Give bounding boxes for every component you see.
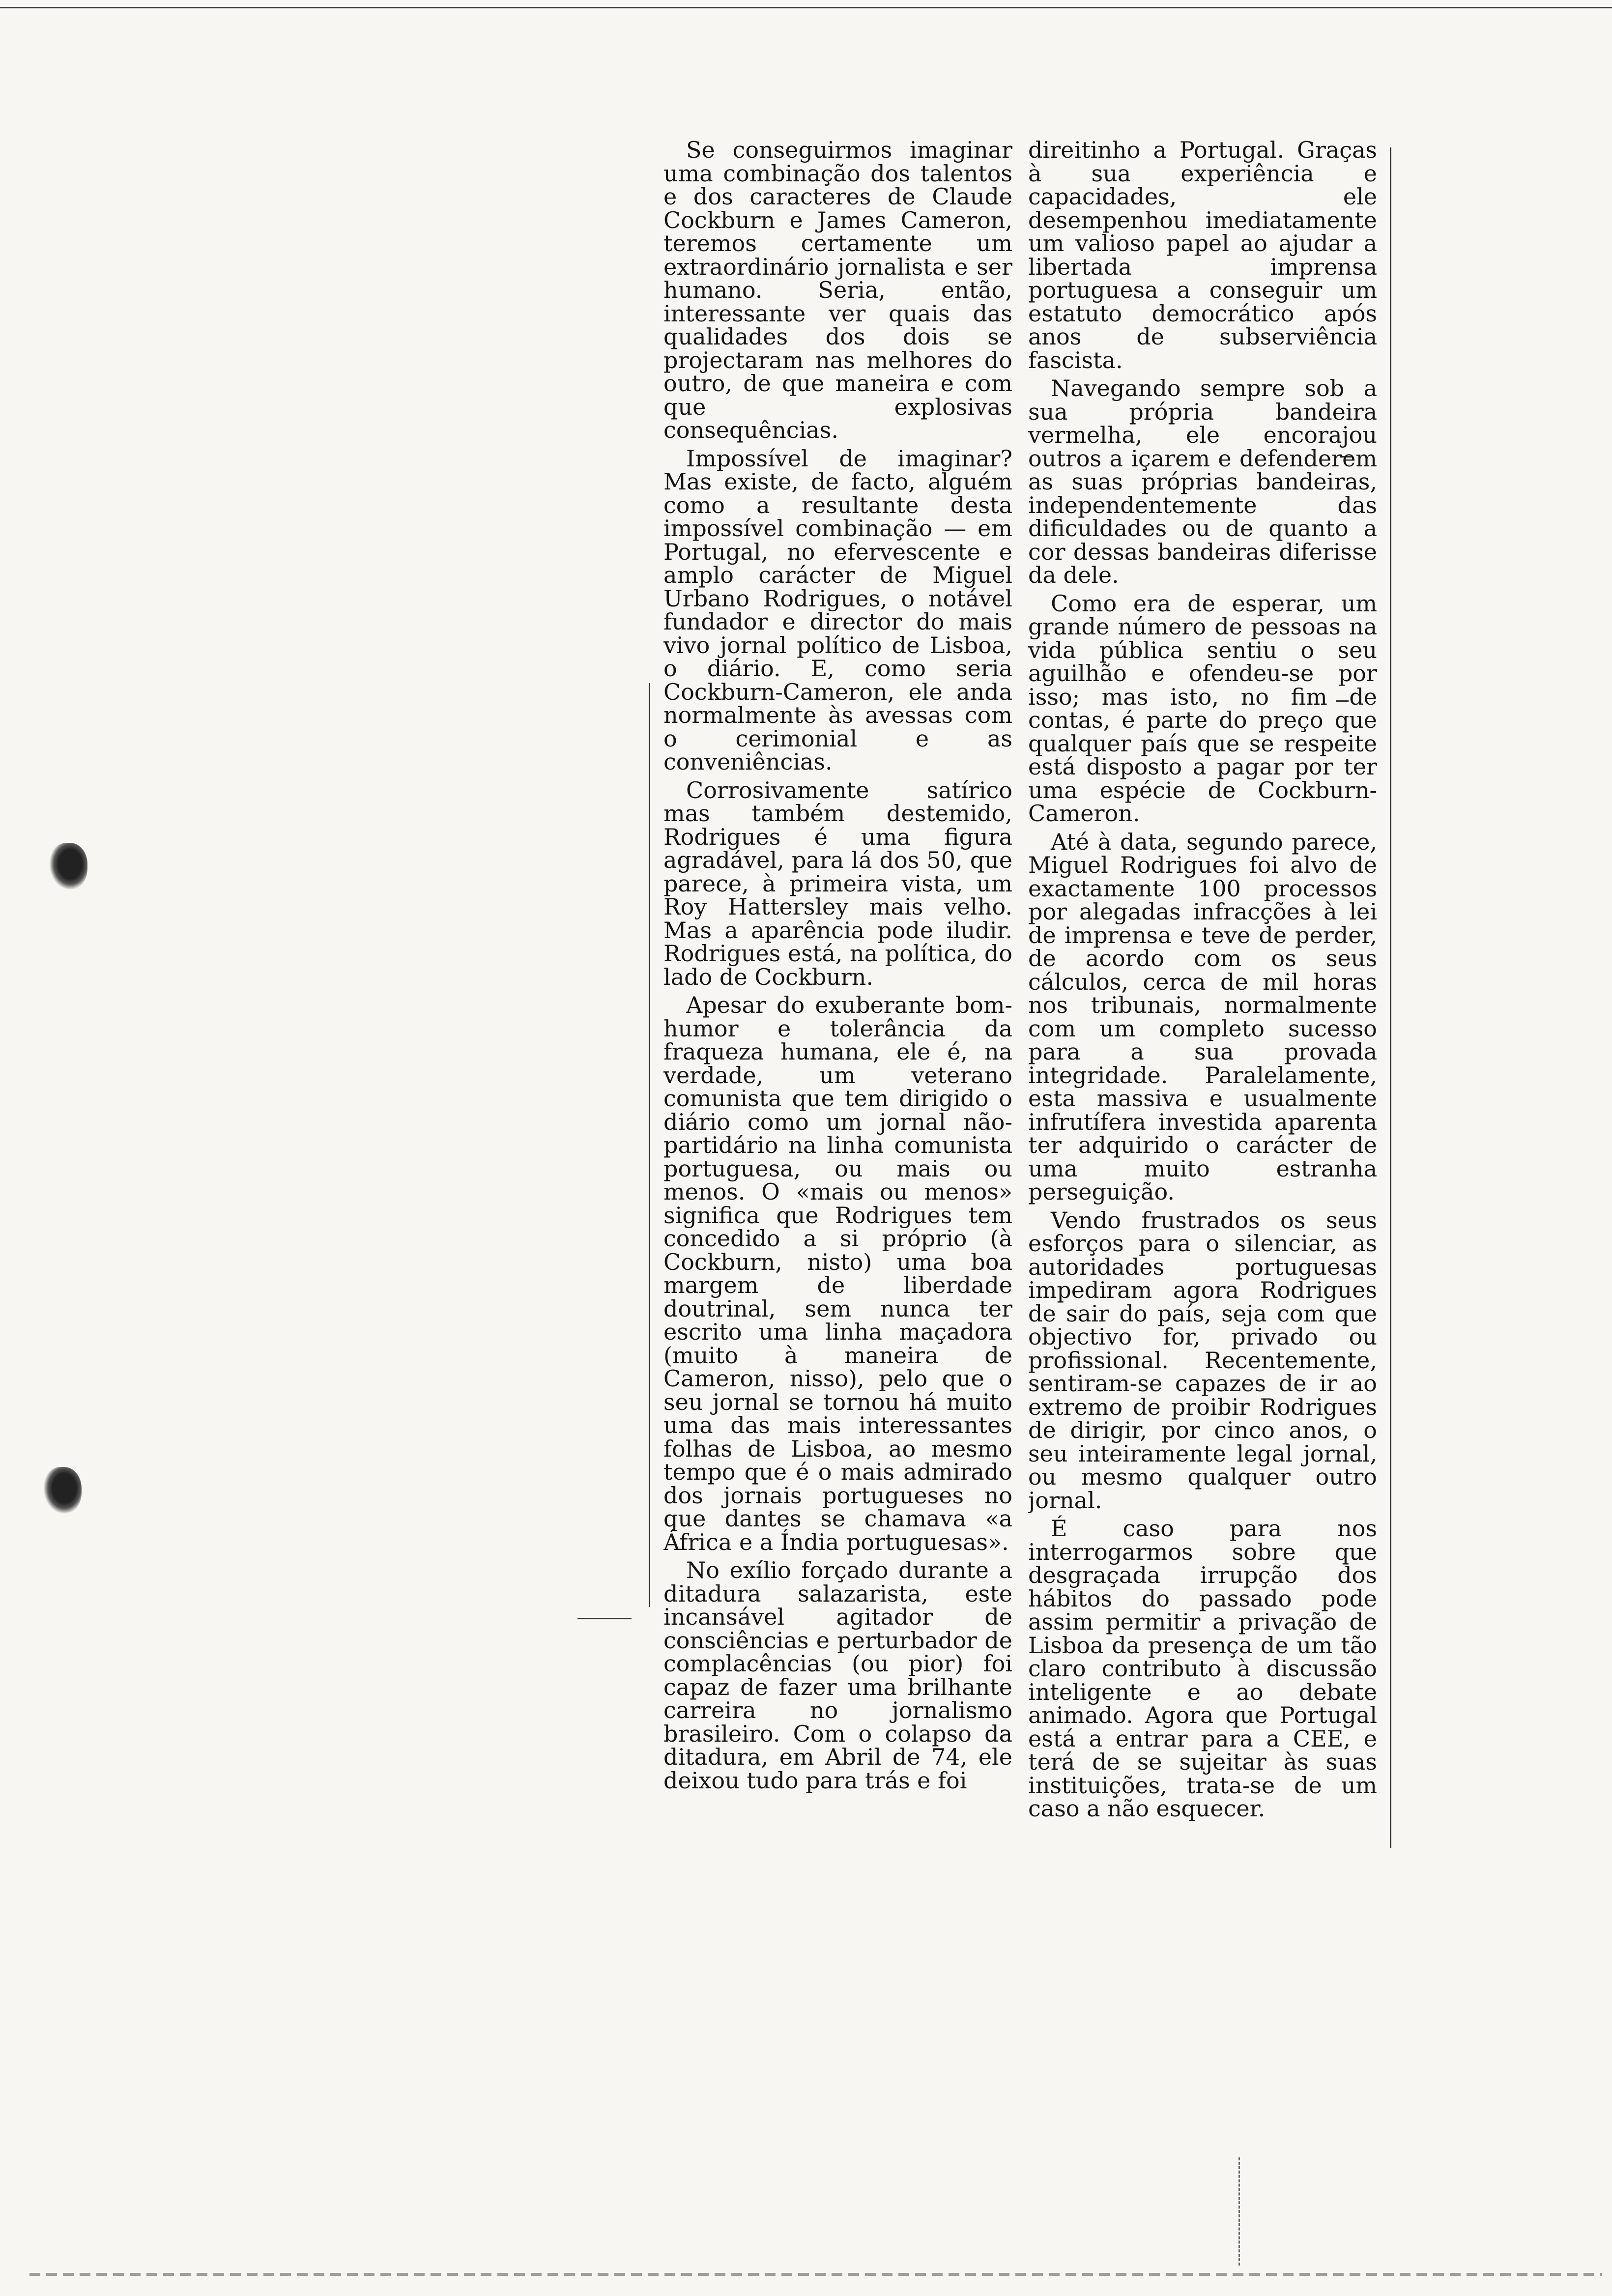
page-bottom-edge xyxy=(29,2273,1602,2276)
paragraph: Como era de esperar, um grande número de pessoas na vida pública sentiu o seu aguilhão e ofendeu-se por isso; mas isto, no fim de contas, é parte do preço que qualquer país que se respeite está disposto a pagar por ter uma espécie de Cockburn-Cameron. xyxy=(1028,590,1377,827)
punch-hole-top xyxy=(49,843,87,890)
punch-hole-bottom xyxy=(43,1467,82,1514)
paragraph: Navegando sempre sob a sua própria bandeira vermelha, ele encorajou outros a içarem e defenderem as suas próprias bandeiras, independentemente das dificuldades ou de quanto a cor dessas bandeiras diferisse da dele. xyxy=(1028,375,1377,588)
right-column-rule xyxy=(1390,147,1391,1848)
article-column-right xyxy=(1028,139,1377,2247)
margin-tick xyxy=(577,1618,632,1619)
left-column-rule xyxy=(649,683,650,1607)
paragraph: Até à data, segundo parece, Miguel Rodrigues foi alvo de exactamente 100 processos por alegadas infracções à lei de imprensa e teve de perder, de acordo com os seus cálculos, cerca de mil horas nos tribunais, normalmente com um completo sucesso para a sua provada integridade. Paralelamente, esta massiva e usualmente infrutífera investida aparenta ter adquirido o carácter de uma muito estranha perseguição. xyxy=(1028,828,1377,1205)
paragraph: direitinho a Portugal. Graças à sua experiência e capacidades, ele desempenhou imediatamente um valioso papel ao ajudar a libertada imprensa portuguesa a conseguir um estatuto democrático após anos de subserviência fascista. xyxy=(1028,139,1377,373)
paragraph: Se conseguirmos imaginar uma combinação dos talentos e dos caracteres de Claude Cockburn e James Cameron, teremos certamente um extraordinário jornalista e ser humano. Seria, então, interessante ver quais das qualidades dos dois se projectaram nas melhores do outro, de que maneira e com que explosivas consequências. xyxy=(663,139,1012,443)
paragraph: É caso para nos interrogarmos sobre que desgraçada irrupção dos hábitos do passado pode assim permitir a privação de Lisboa da presença de um tão claro contributo à discussão inteligente e ao debate animado. Agora que Portugal está a entrar para a CEE, e terá de se sujeitar às suas instituições, trata-se de um caso a não esquecer. xyxy=(1028,1515,1377,1822)
paragraph: Impossível de imaginar? Mas existe, de facto, alguém como a resultante desta impossível combinação — em Portugal, no efervescente e amplo carácter de Miguel Urbano Rodrigues, o notável fundador e director do mais vivo jornal político de Lisboa, o diário. E, como seria Cockburn-Cameron, ele anda normalmente às avessas com o cerimonial e as conveniências. xyxy=(663,445,1012,775)
paragraph: Vendo frustrados os seus esforços para o silenciar, as autoridades portuguesas impediram agora Rodrigues de sair do país, seja com que objectivo for, privado ou profissional. Recentemente, sentiram-se capazes de ir ao extremo de proibir Rodrigues de dirigir, por cinco anos, o seu inteiramente legal jornal, ou mesmo qualquer outro jornal. xyxy=(1028,1206,1377,1514)
paragraph: No exílio forçado durante a ditadura salazarista, este incansável agitador de consciências e perturbador de complacências (ou pior) foi capaz de fazer uma brilhante carreira no jornalismo brasileiro. Com o colapso da ditadura, em Abril de 74, ele deixou tudo para trás e foi xyxy=(663,1557,1012,1794)
paragraph: Corrosivamente satírico mas também destemido, Rodrigues é uma figura agradável, para lá dos 50, que parece, à primeira vista, um Roy Hattersley mais velho. Mas a aparência pode iludir. Rodrigues está, na política, do lado de Cockburn. xyxy=(663,776,1012,990)
article-column-left xyxy=(663,139,1012,2247)
paragraph: Apesar do exuberante bom-humor e tolerância da fraqueza humana, ele é, na verdade, um veterano comunista que tem dirigido o diário como um jornal não-partidário na linha comunista portuguesa, ou mais ou menos. O «mais ou menos» significa que Rodrigues tem concedido a si próprio (à Cockburn, nisto) uma boa margem de liberdade doutrinal, sem nunca ter escrito uma linha maçadora (muito à maneira de Cameron, nisso), pelo que o seu jornal se tornou há muito uma das mais interessantes folhas de Lisboa, ao mesmo tempo que é o mais admirado dos jornais portugueses no que dantes se chamava «a África e a Índia portuguesas». xyxy=(663,992,1012,1555)
page-top-edge xyxy=(0,7,1612,8)
